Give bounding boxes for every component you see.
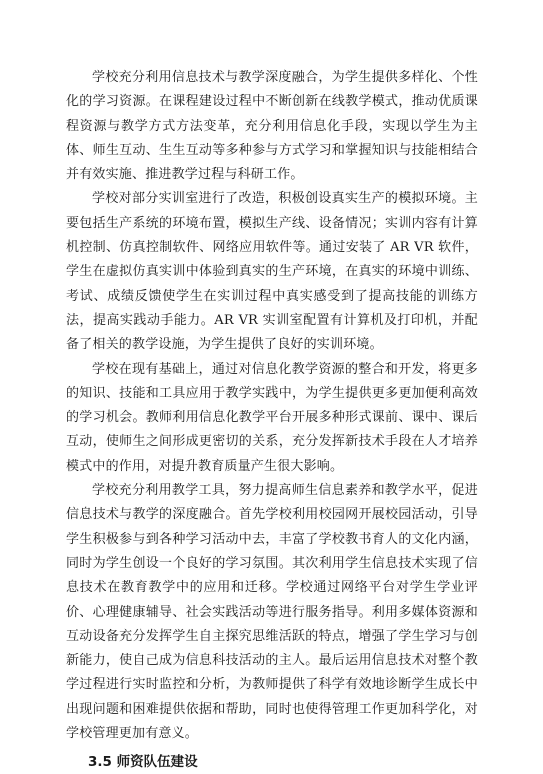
section-heading: 3.5 师资队伍建设	[88, 754, 198, 771]
document-page	[66, 66, 478, 774]
paragraph-teaching-integration: 学校充分利用信息技术与教学深度融合，为学生提供多样化、个性化的学习资源。在课程建设过程中不断创新在线教学模式，推动优质课程资源与教学方式方法变革，充分利用信息化手段，实现以学生为主体、师生互动、生生互动等多种参与方式学习和掌握知识与技能相结合并有效实施、推进教学过程与科研工作。	[66, 70, 478, 183]
paragraph-training-room: 学校对部分实训室进行了改造，积极创设真实生产的模拟环境。主要包括生产系统的环境布置，模拟生产线、设备情况；实训内容有计算机控制、仿真控制软件、网络应用软件等。通过安装了 AR VR 软件，学生在虚拟仿真实训中体验到真实的生产环境，在真实的环境中训练、考试、成绩反馈使学生在实训过程中真实感受到了提高技能的训练方法，提高实践动手能力。AR VR 实训室配置有计算机及打印机，并配备了相关的教学设施，为学生提供了良好的实训环境。	[66, 191, 478, 353]
paragraph-teaching-tools: 学校充分利用教学工具，努力提高师生信息素养和教学水平，促进信息技术与教学的深度融合。首先学校利用校园网开展校园活动，引导学生积极参与到各种学习活动中去，丰富了学校教书育人的文化内涵，同时为学生创设一个良好的学习氛围。其次利用学生信息技术实现了信息技术在教育教学中的应用和迁移。学校通过网络平台对学生学业评价、心理健康辅导、社会实践活动等进行服务指导。利用多媒体资源和互动设备充分发挥学生自主探究思维活跃的特点，增强了学生学习与创新能力，使自己成为信息科技活动的主人。最后运用信息技术对整个教学过程进行实时监控和分析，为教师提供了科学有效地诊断学生成长中出现问题和困难提供依据和帮助，同时也使得管理工作更加科学化，对学校管理更加有意义。	[66, 483, 478, 742]
paragraph-resource-integration: 学校在现有基础上，通过对信息化教学资源的整合和开发，将更多的知识、技能和工具应用于教学实践中，为学生提供更多更加便利高效的学习机会。教师利用信息化教学平台开展多种形式课前、课中、课后互动，使师生之间形成更密切的关系，充分发挥新技术手段在人才培养模式中的作用，对提升教育质量产生很大影响。	[66, 361, 478, 474]
